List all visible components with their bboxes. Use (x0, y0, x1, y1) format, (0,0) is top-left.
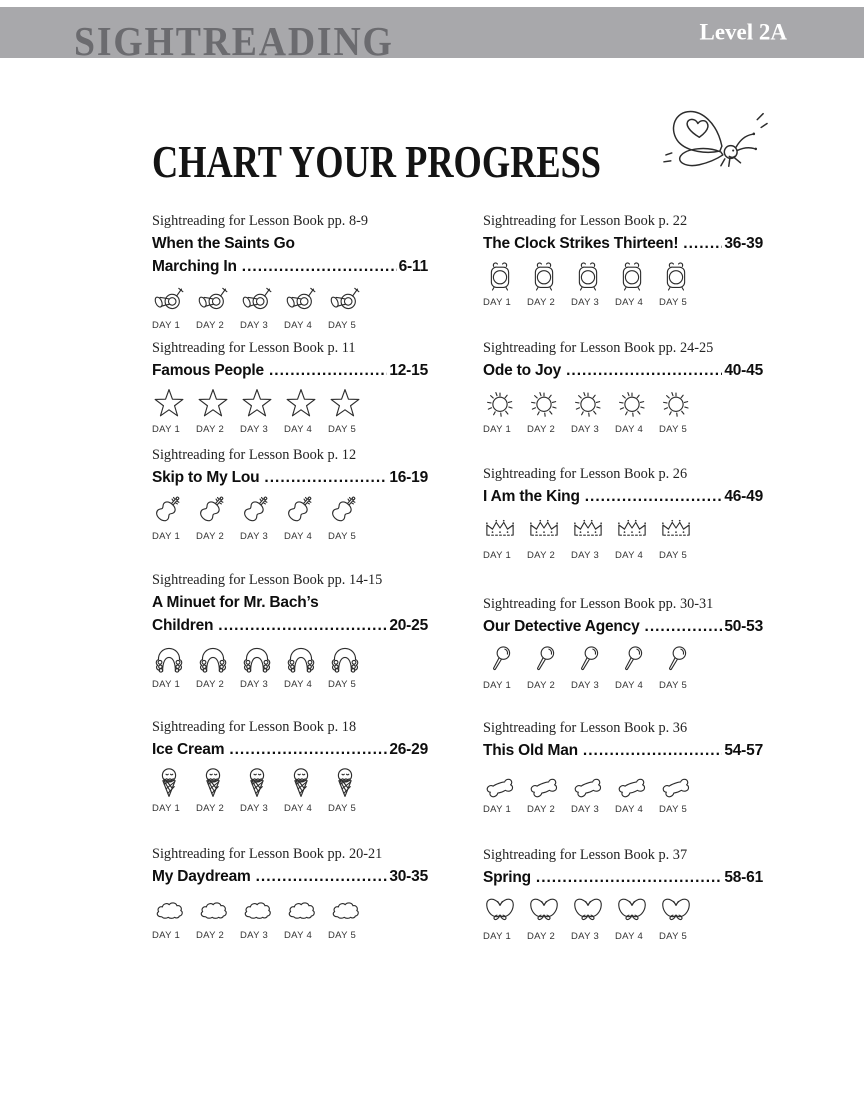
day-cell (659, 387, 703, 435)
song-title-line (152, 614, 428, 637)
dotted-leader (264, 466, 387, 489)
wig-icon (240, 642, 274, 675)
day-label: DAY 5 (659, 680, 688, 691)
day-cell (483, 260, 527, 308)
day-label: DAY 2 (527, 804, 556, 815)
day-label: DAY 2 (196, 424, 225, 435)
day-label: DAY 3 (571, 297, 600, 308)
page-range: 46-49 (724, 488, 763, 505)
day-cell (527, 894, 571, 942)
star-icon (284, 387, 318, 420)
day-cell (659, 513, 703, 561)
day-cell (328, 642, 372, 690)
song-title-line (483, 232, 763, 255)
day-label: DAY 2 (196, 531, 225, 542)
horn-icon (196, 283, 230, 316)
song-title: When the Saints Go (152, 235, 295, 252)
day-cell (615, 260, 659, 308)
level-badge: Level 2A (699, 18, 787, 44)
day-cell (615, 513, 659, 561)
day-label: DAY 2 (527, 680, 556, 691)
lesson-book-ref: Sightreading for Lesson Book p. 18 (152, 719, 357, 735)
day-cell (240, 283, 284, 331)
page-range: 50-53 (724, 618, 763, 635)
day-label: DAY 5 (659, 804, 688, 815)
page-range: 36-39 (724, 235, 763, 252)
sun-icon (527, 387, 561, 420)
day-label: DAY 1 (152, 424, 181, 435)
clock-icon (483, 260, 517, 293)
violin-icon (328, 494, 362, 527)
day-cell (527, 260, 571, 308)
progress-entry (483, 596, 763, 691)
day-label: DAY 1 (152, 320, 181, 331)
day-cell (152, 893, 196, 941)
star-icon (196, 387, 230, 420)
day-label: DAY 5 (659, 550, 688, 561)
bone-icon (527, 767, 561, 800)
day-cell (240, 494, 284, 542)
cloud-icon (152, 893, 186, 926)
day-cell (196, 494, 240, 542)
day-label: DAY 4 (284, 930, 313, 941)
wig-icon (328, 642, 362, 675)
day-cell (571, 767, 615, 815)
crown-icon (571, 513, 605, 546)
day-label: DAY 2 (196, 930, 225, 941)
brand-title: SIGHTREADING (74, 18, 394, 64)
lesson-book-ref: Sightreading for Lesson Book pp. 20-21 (152, 846, 383, 862)
dotted-leader (229, 738, 387, 761)
day-label: DAY 4 (284, 424, 313, 435)
day-cell (659, 643, 703, 691)
butterfly-icon (483, 894, 517, 927)
day-cell (483, 643, 527, 691)
progress-entry (152, 846, 428, 941)
cloud-icon (196, 893, 230, 926)
day-cell (483, 894, 527, 942)
song-title: I Am the King (483, 488, 580, 505)
day-label: DAY 4 (615, 297, 644, 308)
dotted-leader (683, 232, 722, 255)
song-title: My Daydream (152, 868, 251, 885)
dotted-leader (566, 359, 722, 382)
day-cell (571, 260, 615, 308)
day-label: DAY 3 (571, 680, 600, 691)
bone-icon (483, 767, 517, 800)
practice-days-row (152, 766, 428, 814)
sun-icon (659, 387, 693, 420)
cloud-icon (284, 893, 318, 926)
practice-days-row (483, 260, 763, 308)
day-cell (152, 642, 196, 690)
magnifier-icon (659, 643, 693, 676)
day-cell (328, 766, 372, 814)
dotted-leader (583, 739, 722, 762)
day-label: DAY 5 (328, 531, 357, 542)
day-label: DAY 2 (196, 803, 225, 814)
lesson-book-ref: Sightreading for Lesson Book p. 26 (483, 466, 688, 482)
day-cell (152, 494, 196, 542)
day-label: DAY 4 (615, 804, 644, 815)
day-cell (483, 387, 527, 435)
day-label: DAY 2 (527, 931, 556, 942)
day-label: DAY 5 (328, 424, 357, 435)
lesson-book-ref: Sightreading for Lesson Book pp. 24-25 (483, 340, 714, 356)
day-label: DAY 1 (483, 680, 512, 691)
day-label: DAY 3 (240, 424, 269, 435)
day-label: DAY 4 (284, 320, 313, 331)
day-label: DAY 3 (240, 930, 269, 941)
day-label: DAY 4 (284, 531, 313, 542)
ice-cream-icon (328, 766, 362, 799)
song-title-line (483, 866, 763, 889)
day-label: DAY 5 (659, 297, 688, 308)
day-cell (659, 260, 703, 308)
day-label: DAY 4 (615, 680, 644, 691)
practice-days-row (152, 283, 428, 331)
day-cell (284, 893, 328, 941)
day-label: DAY 1 (483, 804, 512, 815)
day-label: DAY 2 (196, 320, 225, 331)
day-label: DAY 1 (483, 931, 512, 942)
day-label: DAY 3 (571, 424, 600, 435)
dotted-leader (218, 614, 387, 637)
song-title: Marching In (152, 258, 237, 275)
lesson-book-ref: Sightreading for Lesson Book pp. 30-31 (483, 596, 714, 612)
magnifier-icon (527, 643, 561, 676)
day-cell (196, 766, 240, 814)
song-title: This Old Man (483, 742, 578, 759)
star-icon (152, 387, 186, 420)
column-left (152, 0, 428, 1118)
crown-icon (615, 513, 649, 546)
day-cell (615, 387, 659, 435)
wig-icon (196, 642, 230, 675)
day-label: DAY 5 (328, 930, 357, 941)
practice-days-row (483, 894, 763, 942)
day-label: DAY 5 (659, 424, 688, 435)
ice-cream-icon (240, 766, 274, 799)
day-cell (527, 643, 571, 691)
practice-days-row (152, 893, 428, 941)
song-title-line (152, 738, 428, 761)
day-label: DAY 3 (240, 531, 269, 542)
violin-icon (240, 494, 274, 527)
day-cell (527, 387, 571, 435)
magnifier-icon (571, 643, 605, 676)
day-label: DAY 5 (328, 803, 357, 814)
day-cell (284, 494, 328, 542)
progress-entry (483, 466, 763, 561)
day-cell (240, 766, 284, 814)
butterfly-icon (571, 894, 605, 927)
day-label: DAY 1 (483, 297, 512, 308)
day-cell (196, 387, 240, 435)
song-title: Ice Cream (152, 741, 225, 758)
page-range: 58-61 (724, 869, 763, 886)
lesson-book-ref: Sightreading for Lesson Book p. 22 (483, 213, 688, 229)
day-cell (152, 387, 196, 435)
day-label: DAY 3 (571, 931, 600, 942)
dotted-leader (585, 485, 723, 508)
dotted-leader (256, 865, 388, 888)
lesson-book-ref: Sightreading for Lesson Book p. 37 (483, 847, 688, 863)
cloud-icon (328, 893, 362, 926)
crown-icon (527, 513, 561, 546)
practice-days-row (483, 643, 763, 691)
butterfly-icon (659, 894, 693, 927)
sun-icon (483, 387, 517, 420)
day-cell (328, 494, 372, 542)
dotted-leader (269, 359, 387, 382)
horn-icon (284, 283, 318, 316)
day-cell (284, 766, 328, 814)
day-cell (659, 767, 703, 815)
horn-icon (152, 283, 186, 316)
clock-icon (527, 260, 561, 293)
clock-icon (571, 260, 605, 293)
day-cell (196, 642, 240, 690)
day-label: DAY 4 (615, 550, 644, 561)
page-title: CHART YOUR PROGRESS (152, 136, 602, 187)
song-title-line (483, 359, 763, 382)
ice-cream-icon (284, 766, 318, 799)
song-title-line (483, 739, 763, 762)
progress-entry (483, 213, 763, 308)
day-label: DAY 5 (328, 320, 357, 331)
day-label: DAY 3 (240, 320, 269, 331)
day-label: DAY 1 (483, 424, 512, 435)
column-right (483, 0, 763, 1118)
progress-entry (483, 847, 763, 942)
cloud-icon (240, 893, 274, 926)
violin-icon (152, 494, 186, 527)
day-cell (240, 387, 284, 435)
clock-icon (659, 260, 693, 293)
day-cell (152, 766, 196, 814)
day-label: DAY 3 (571, 804, 600, 815)
day-cell (483, 513, 527, 561)
day-label: DAY 3 (240, 803, 269, 814)
bone-icon (571, 767, 605, 800)
lesson-book-ref: Sightreading for Lesson Book pp. 8-9 (152, 213, 369, 229)
clock-icon (615, 260, 649, 293)
song-title-line (152, 359, 428, 382)
practice-days-row (152, 387, 428, 435)
day-cell (284, 642, 328, 690)
day-label: DAY 2 (527, 297, 556, 308)
progress-entry (152, 719, 428, 814)
dotted-leader (645, 615, 723, 638)
day-label: DAY 4 (615, 424, 644, 435)
song-title: Spring (483, 869, 531, 886)
day-label: DAY 3 (571, 550, 600, 561)
practice-days-row (152, 642, 428, 690)
wig-icon (284, 642, 318, 675)
song-title-line (483, 485, 763, 508)
day-label: DAY 5 (328, 679, 357, 690)
lesson-book-ref: Sightreading for Lesson Book p. 11 (152, 340, 356, 356)
magnifier-icon (483, 643, 517, 676)
day-cell (284, 387, 328, 435)
progress-entry (483, 340, 763, 435)
practice-days-row (483, 387, 763, 435)
song-title: Our Detective Agency (483, 618, 640, 635)
day-label: DAY 2 (527, 550, 556, 561)
crown-icon (483, 513, 517, 546)
day-cell (615, 894, 659, 942)
sun-icon (571, 387, 605, 420)
bone-icon (659, 767, 693, 800)
day-cell (240, 642, 284, 690)
day-cell (571, 643, 615, 691)
day-cell (196, 893, 240, 941)
star-icon (328, 387, 362, 420)
horn-icon (240, 283, 274, 316)
crown-icon (659, 513, 693, 546)
day-label: DAY 1 (152, 930, 181, 941)
page-range: 40-45 (724, 362, 763, 379)
violin-icon (196, 494, 230, 527)
progress-entry (152, 572, 428, 690)
progress-entry (152, 340, 428, 435)
practice-days-row (483, 767, 763, 815)
day-cell (196, 283, 240, 331)
page-range: 16-19 (389, 469, 428, 486)
dotted-leader (242, 255, 397, 278)
day-cell (571, 513, 615, 561)
day-label: DAY 1 (152, 803, 181, 814)
dotted-leader (536, 866, 722, 889)
day-cell (659, 894, 703, 942)
practice-days-row (152, 494, 428, 542)
song-title-line (152, 466, 428, 489)
day-cell (571, 894, 615, 942)
violin-icon (284, 494, 318, 527)
song-title-line (152, 232, 428, 255)
day-label: DAY 3 (240, 679, 269, 690)
magnifier-icon (615, 643, 649, 676)
day-cell (328, 283, 372, 331)
lesson-book-ref: Sightreading for Lesson Book p. 36 (483, 720, 688, 736)
day-label: DAY 1 (152, 679, 181, 690)
practice-days-row (483, 513, 763, 561)
day-cell (328, 893, 372, 941)
page-range: 26-29 (389, 741, 428, 758)
lesson-book-ref: Sightreading for Lesson Book p. 12 (152, 447, 357, 463)
day-cell (240, 893, 284, 941)
wig-icon (152, 642, 186, 675)
progress-entry (152, 447, 428, 542)
song-title: A Minuet for Mr. Bach’s (152, 594, 319, 611)
song-title: Skip to My Lou (152, 469, 260, 486)
day-label: DAY 4 (284, 803, 313, 814)
star-icon (240, 387, 274, 420)
day-label: DAY 5 (659, 931, 688, 942)
day-cell (483, 767, 527, 815)
progress-entry (152, 213, 428, 331)
horn-icon (328, 283, 362, 316)
day-label: DAY 1 (483, 550, 512, 561)
song-title-line (152, 255, 428, 278)
song-title-line (483, 615, 763, 638)
day-label: DAY 4 (615, 931, 644, 942)
song-title: The Clock Strikes Thirteen! (483, 235, 679, 252)
day-label: DAY 2 (196, 679, 225, 690)
ice-cream-icon (152, 766, 186, 799)
lesson-book-ref: Sightreading for Lesson Book pp. 14-15 (152, 572, 383, 588)
bone-icon (615, 767, 649, 800)
day-cell (328, 387, 372, 435)
page-range: 20-25 (389, 617, 428, 634)
day-cell (284, 283, 328, 331)
day-cell (571, 387, 615, 435)
page-range: 30-35 (389, 868, 428, 885)
butterfly-icon (615, 894, 649, 927)
song-title: Children (152, 617, 214, 634)
day-label: DAY 2 (527, 424, 556, 435)
day-cell (615, 643, 659, 691)
day-cell (615, 767, 659, 815)
day-cell (527, 767, 571, 815)
song-title: Famous People (152, 362, 264, 379)
ice-cream-icon (196, 766, 230, 799)
butterfly-icon (527, 894, 561, 927)
song-title: Ode to Joy (483, 362, 562, 379)
day-cell (152, 283, 196, 331)
page-range: 54-57 (724, 742, 763, 759)
page-range: 12-15 (389, 362, 428, 379)
page-range: 6-11 (398, 258, 428, 275)
song-title-line (152, 591, 428, 614)
day-label: DAY 4 (284, 679, 313, 690)
day-cell (527, 513, 571, 561)
sun-icon (615, 387, 649, 420)
progress-entry (483, 720, 763, 815)
day-label: DAY 1 (152, 531, 181, 542)
song-title-line (152, 865, 428, 888)
